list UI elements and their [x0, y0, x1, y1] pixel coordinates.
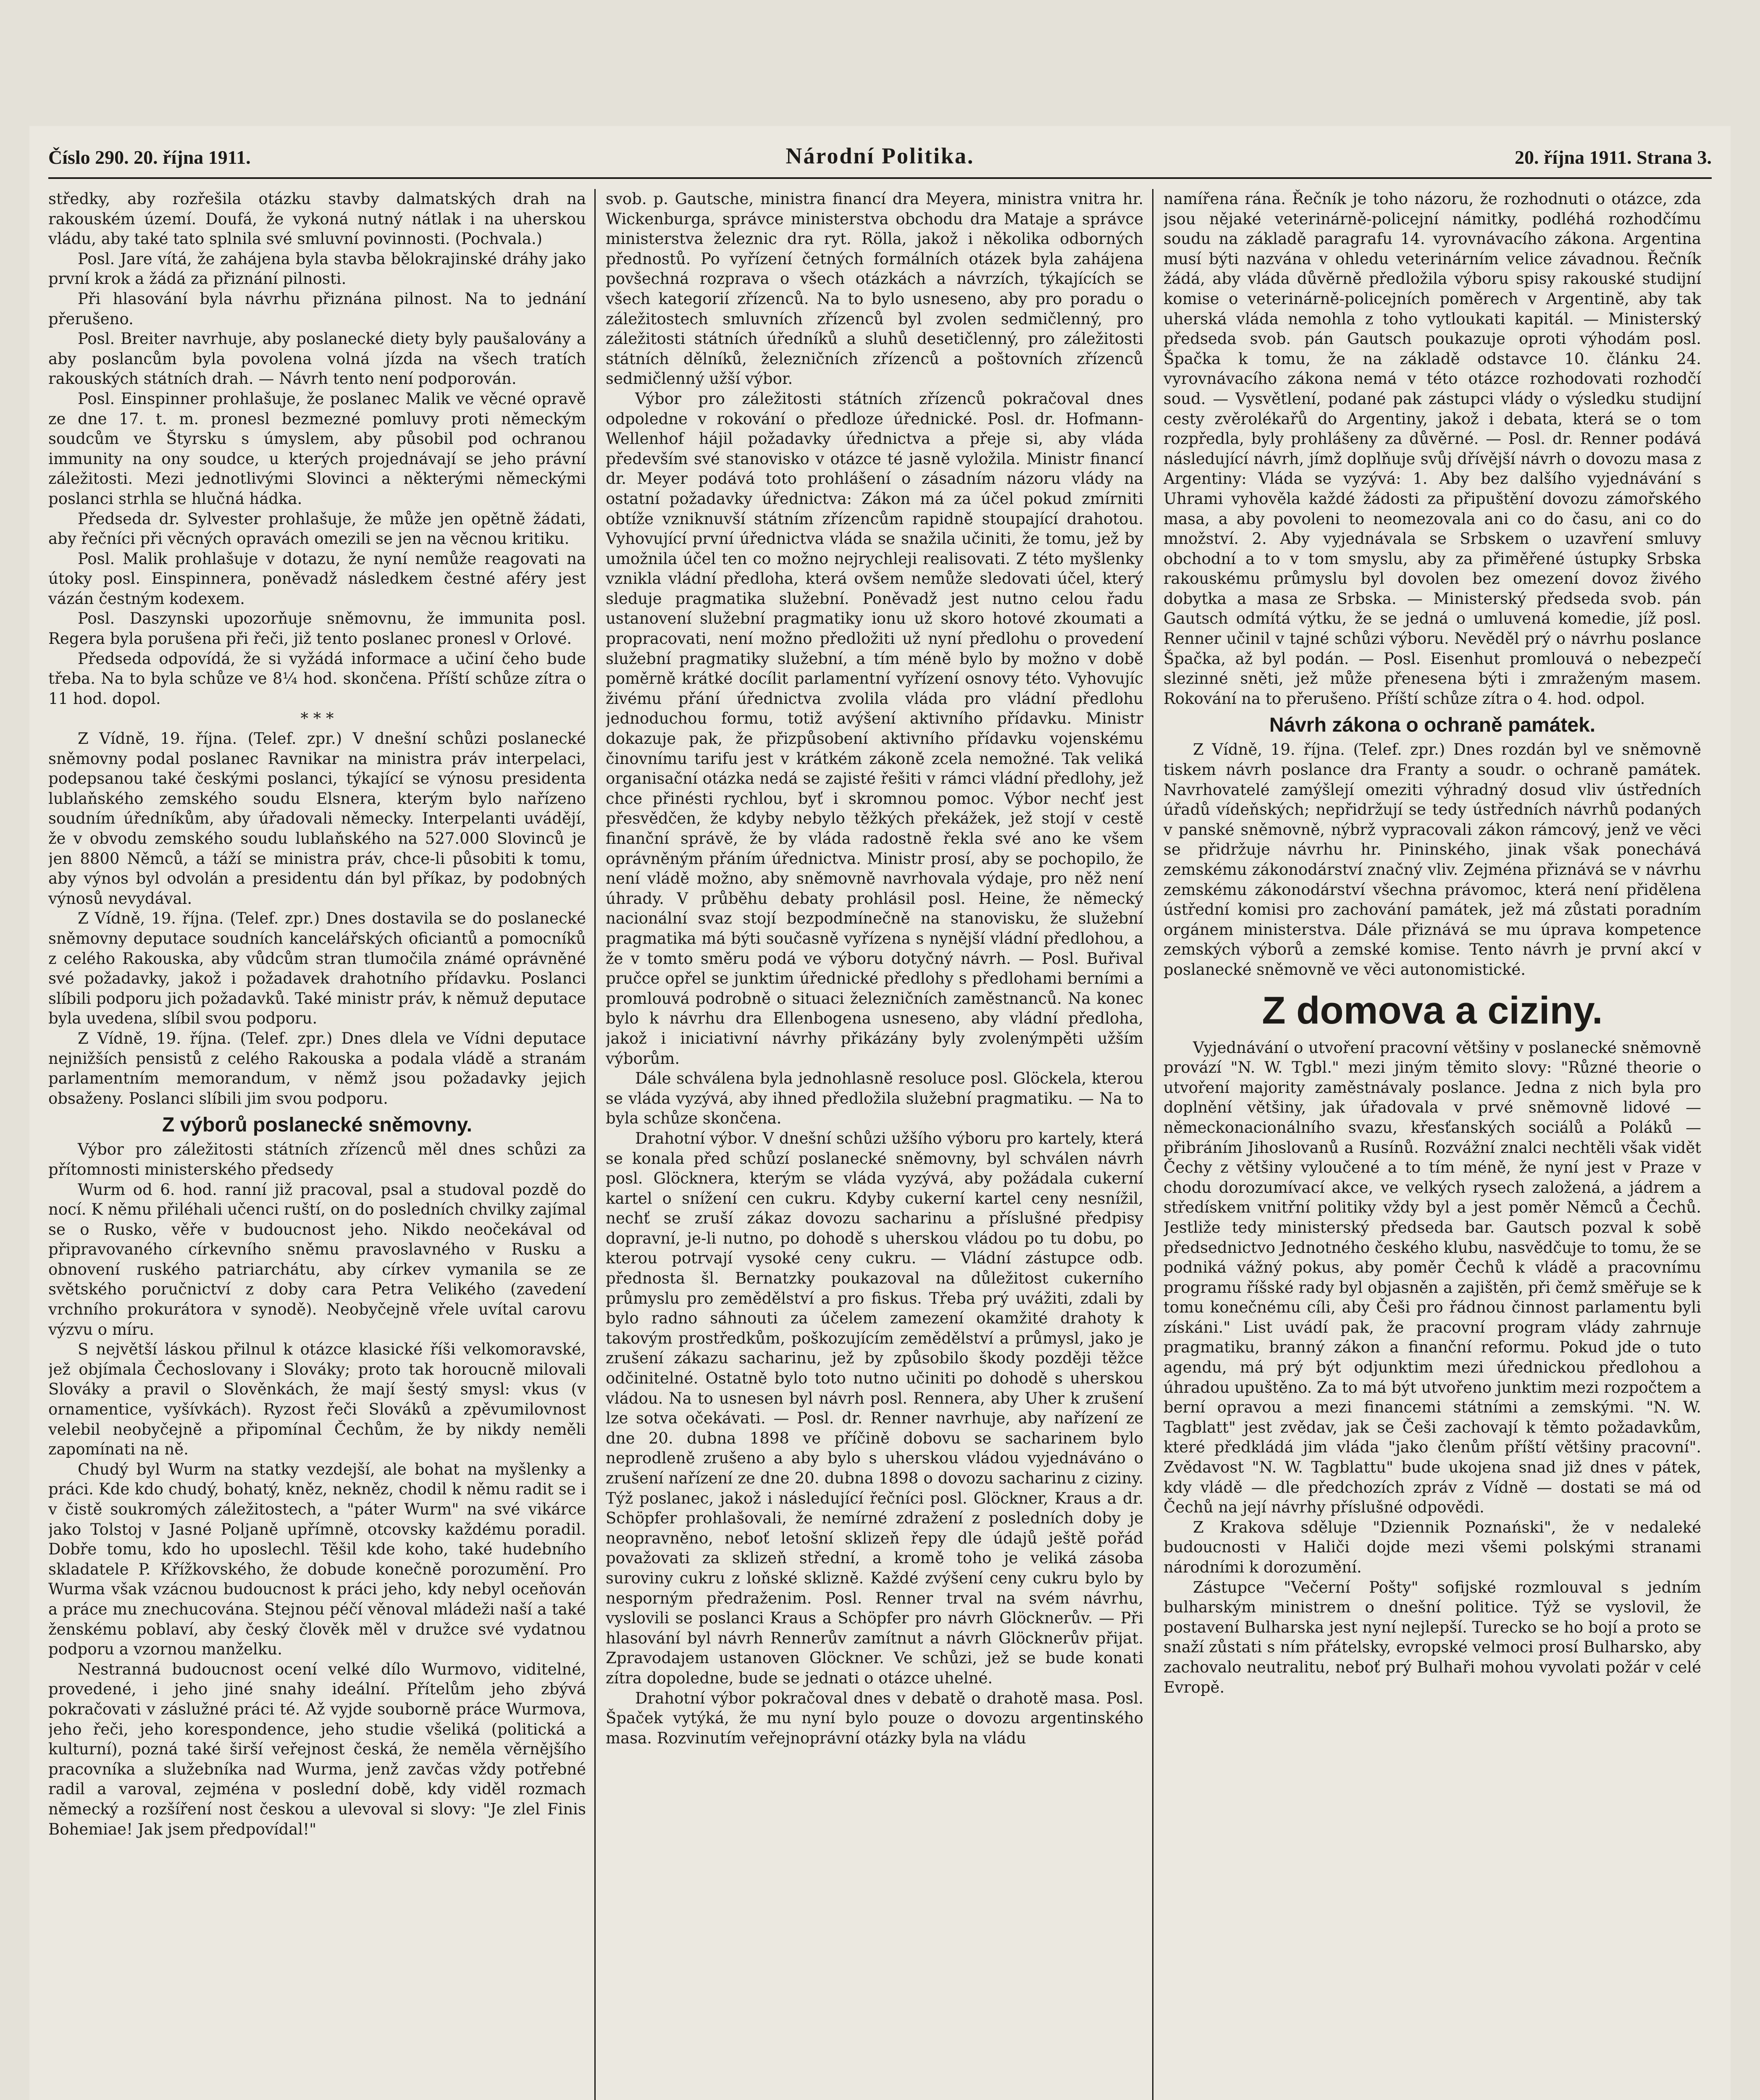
article-paragraph: Posl. Daszynski upozorňuje sněmovnu, že immunita posl. Regera byla porušena při řeči, již tento poslanec pronesl v Orlové.: [48, 609, 586, 648]
article-paragraph: Předseda dr. Sylvester prohlašuje, že může jen opětně žádati, aby řečníci při věcných opravách omezili se jen na věcnou kritiku.: [48, 509, 586, 548]
column-divider: [1152, 189, 1153, 2100]
article-paragraph: svob. p. Gautsche, ministra financí dra Meyera, ministra vnitra hr. Wickenburga, správce ministerstva obchodu dra Mataje a správce ministerstva železnic dra ryt. Rölla, jakož i několika odborných přednostů. Po vyřízení četných formálních otázek byla zahájena povšechná rozprava o všech otázkách a návrzích, týkajících se všech kategorií zřízenců. Na to bylo usneseno, aby pro poradu o záležitostech smluvních zřízenců byl zvolen sedmičlenný, pro záležitosti státních úředníků a sluhů desetičlenný, pro záležitosti státních dělníků, železničních zřízenců a poštovních zřízenců sedmičlenný užší výbor.: [606, 190, 1143, 388]
article-paragraph: Wurm od 6. hod. ranní již pracoval, psal a studoval pozdě do nocí. K němu přiléhali učenci ruští, on do posledních chvilky zajímal se o Rusko, věře v budoucnost jeho. Nikdo neočekával od připravovaného církevního sněmu pravoslavného v Rusku a obnovení ruského patriarchátu, aby církev vymanila se ze světského poručnictví z doby cara Petra Velikého (zavedení vrchního prokurátora v synodě). Neobyčejně vřele uvítal carovu výzvu o míru.: [48, 1180, 586, 1339]
article-paragraph: Výbor pro záležitosti státních zřízenců pokračoval dnes odpoledne v rokování o předloze úřednické. Posl. dr. Hofmann-Wellenhof hájil požadavky úřednictva a přeje si, aby vláda především své stanovisko v otázce té jasně vyložila. Ministr financí dr. Meyer podává toto prohlášení o zásadním názoru vlády na ostatní požadavky úřednictva: Zákon má za účel pokud zmírniti obtíže vzniknuvší státním zřízencům rapidně stoupající drahotou. Vyhovující první úřednictva vláda se snažila učiniti, že tomu, jež by umožnila účel ten co možno nejrychleji realisovati. Z této myšlenky vznikla vládní předloha, která ovšem nemůže sledovati účel, který sleduje pragmatika služební. Poněvadž jest nutno celou řadu ustanovení služební pragmatiky ionu už skoro hotové zkoumati a propracovati, není možno předložiti už nyní předlohu o provedení služební pragmatiky služební, a tím méně bylo by možno v době poměrně krátké docílit parlamentní vyřízení osnovy této. Vyhovujíc živému přání úřednictva zvolila vláda pro vládní předlohu jednoduchou formu, totiž avýšení aktivního přídavku. Ministr dokazuje pak, že přizpůsobení aktivního přídavku vojenskému činovnímu tarifu jest v krátkém zákoně zcela nemožné. Tak veliká organisační otázka nedá se zajisté řešiti v rámci vládní předlohy, jež chce přinésti rychlou, byť i skromnou pomoc. Výbor nechť jest přesvědčen, že kdyby nebylo těžkých překážek, jež stojí v cestě finanční správě, že by vláda radostně řekla své ano ke všem oprávněným přáním úřednictva. Ministr prosí, aby se pochopilo, že není vládě možno, aby sněmovně navrhovala výdaje, pro něž není úhrady. V průběhu debaty prohlásil posl. Heine, že německý nacionální svaz stojí bezpodmínečně na stanovisku, že služební pragmatika má býti současně vyřízena s nynější vládní předlohou, a že v tomto směru podá ve výboru dotyčný návrh. — Posl. Buřival pručce opřel se junktim úřednické předlohy s předlohami berními a promlouvá podrobně o situaci železničních zaměstnanců. Na konec bylo k návrhu dra Ellenbogena usneseno, aby vládní předloha, jakož i iniciativní návrhy přikázány byly zvolenýmpěti užším výborům.: [606, 389, 1143, 1068]
article-paragraph: Při hlasování byla návrhu přiznána pilnost. Na to jednání přerušeno.: [48, 289, 586, 328]
article-paragraph: Vyjednávání o utvoření pracovní většiny v poslanecké sněmovně provází "N. W. Tgbl." mezi jiným těmito slovy: "Různé theorie o utvoření majority zaměstnávaly poslance. Jedna z nich byla pro doplnění většiny, jak úřadovala v prvé sněmovně lidové — německonacionálního svazu, křesťanských sociálů a Poláků — přibráním Jihoslovanů a Rusínů. Rozvážní znalci nechtěli však vidět Čechy z většiny vyloučené a to tím méně, že nyní jest v Praze v chodu dorozumívací akce, ve velkých rysech založená, a jádrem a středískem vnitřní politiky vždy byl a jest poměr Němců a Čechů. Jestliže tedy ministerský předseda bar. Gautsch pozval k sobě předsednictvo Jednotného českého klubu, nasvědčuje to tomu, že se podniká vážný pokus, aby poměr Čechů k vládě a pracovnímu programu říšské rady byl objasněn a zajištěn, při čemž směřuje se k tomu konečnému cíli, aby Češi pro řádnou činnost parlamentu byli získáni." List uvádí pak, že pracovní program vlády zahrnuje pragmatiku, branný zákon a finanční reformu. Pokud jde o tuto agendu, má prý být odjunktim mezi úřednickou předlohou a úhradou upuštěno. Za to má být utvořeno junktim mezi rozpočtem a berní opravou a mezi financemi státními a zemskými. "N. W. Tagblatt" jest zvědav, jak se Češi zachovají k těmto požadavkům, které předkládá jim vláda "jako členům příští většiny pracovní". Zvědavost "N. W. Tagblattu" bude ukojena snad již dnes v pátek, kdy vládě — dle předchozích zpráv z Vídně — dostati se má od Čechů na její návrhy příslušné odpovědi.: [1164, 1038, 1701, 1517]
article-paragraph: Z Krakova sděluje "Dziennik Poznański", že v nedaleké budoucnosti v Haliči dojde mezi všemi polskými stranami národními k dorozumění.: [1164, 1518, 1701, 1576]
article-paragraph: Z Vídně, 19. října. (Telef. zpr.) Dnes dostavila se do poslanecké sněmovny deputace soudních kancelářských oficiantů a pomocníků z celého Rakouska, aby vůdcům stran tlumočila známé oprávněné své požadavky, jakož i požadavek drahotního přídavku. Poslanci slíbili podporu jich požadavků. Také ministr práv, k němuž deputace byla uvedena, slíbil svou podporu.: [48, 909, 586, 1028]
article-paragraph: Nestranná budoucnost ocení velké dílo Wurmovo, viditelné, provedené, i jeho jiné snahy ideální. Přítelům jeho zbývá pokračovati v záslužné práci té. Až vyjde souborně práce Wurmova, jeho řeči, jeho korespondence, jeho studie všeliká (politická a kulturní), pozná také širší veřejnost česká, že neměla věrnějšího pracovníka a služebníka nad Wurma, jenž zavčas vždy potřebné radil a varoval, zejména v poslední době, kdy viděl rozmach německý a rozšíření nost českou a ulevoval si slovy: "Je zlel Finis Bohemiae! Jak jsem předpovídal!": [48, 1660, 586, 1838]
column-divider: [594, 189, 596, 2100]
article-paragraph: Z Vídně, 19. října. (Telef. zpr.) V dnešní schůzi poslanecké sněmovny podal poslanec Ravnikar na ministra práv interpelaci, podepsanou také českými poslanci, týkající se výnosu presidenta lublaňského zemského soudu Elsnera, kterým bylo nařízeno soudním úředníkům, aby úřadovali německy. Interpelanti uvádějí, že v obvodu zemského soudu lublaňského na 527.000 Slovinců je jen 8800 Němců, a táží se ministra práv, chce-li působiti k tomu, aby výnos byl odvolán a presidentu dán byl příkaz, by podobných výnosů nevydával.: [48, 730, 586, 908]
column-3: [1164, 189, 1701, 2100]
column-1: [48, 189, 586, 2100]
section-heading: Z výborů poslanecké sněmovny.: [162, 1114, 473, 1137]
article-paragraph: S největší láskou přilnul k otázce klasické říši velkomoravské, jež objímala Čechoslovany i Slováky; proto tak horoucně milovali Slováky a pravil o Slověnkách, že mají šestý smysl: vkus (v ornamentice, vyšívkách). Ryzost řeči Slováků a zpěvumilovnost velebil neobyčejně a připomínal Čechům, že by nikdy neměli zapomínati na ně.: [48, 1340, 586, 1459]
article-paragraph: Drahotní výbor. V dnešní schůzi užšího výboru pro kartely, která se konala před schůzí poslanecké sněmovny, byl schválen návrh posl. Glöcknera, kterým se vláda vyzývá, aby požádala cukerní kartel o snížení cen cukru. Kdyby cukerní kartel ceny nesnížil, nechť se zruší zákaz dovozu sacharinu a příslušné předpisy dopravní, je-li nutno, po dohodě s uherskou vládou po tu dobu, po kterou potrvají vysoké ceny cukru. — Vládní zástupce odb. přednosta šl. Bernatzky poukazoval na důležitost cukerního průmyslu pro zemědělství a pro fiskus. Třeba prý uvážiti, zdali by bylo radno sáhnouti za účelem zamezení okamžité drahoty k takovým prostředkům, poškozujícím zemědělství a průmysl, jako je zrušení zákazu sacharinu, jež by způsobilo škody později těžce odčinitelné. Ostatně bylo toto nutno učiniti po dohodě s uherskou vládou. Na to usnesen byl návrh posl. Rennera, aby Uher k zrušení lze sotva očekávati. — Posl. dr. Renner navrhuje, aby nařízení ze dne 20. dubna 1898 ve příčině dobovu se sacharinem bylo neprodleně zrušeno a aby bylo s uherskou vládou vyjednáváno o zrušení nařízení ze dne 20. dubna 1898 o dovozu sacharinu z ciziny. Týž poslanec, jakož i následující řečníci posl. Glöckner, Kraus a dr. Schöpfer prohlašovali, že nemírné zdražení z posledních doby je neopravněno, neboť letošní sklizeň řepy dle údajů ještě pořád považovati za sklizeň střední, a kromě toho je veliká zásoba suroviny cukru z loňské sklizně. Každé zvýšení ceny cukru bylo by nesporným předraženim. Posl. Renner trval na svém návrhu, vyslovili se poslanci Kraus a Schöpfer pro návrh Glöcknerův. — Při hlasování byl návrh Rennerův zamítnut a návrh Glöcknerův přijat. Zpravodajem ustanoven Glöckner. Ve schůzi, jež se bude konati zítra dopoledne, bude se jednati o otázce uhelné.: [606, 1129, 1143, 1687]
section-heading: Návrh zákona o ochraně památek.: [1269, 714, 1596, 737]
newspaper-page: [29, 126, 1731, 2100]
section-heading-large: Z domova a ciziny.: [1262, 989, 1603, 1032]
article-paragraph: Výbor pro záležitosti státních zřízenců měl dnes schůzi za přítomnosti ministerského předsedy: [48, 1140, 586, 1179]
article-paragraph: Zástupce "Večerní Pošty" sofijské rozmlouval s jedním bulharským ministrem o dnešní politice. Týž se vyslovil, že postavení Bulharska jest nyní nejlepší. Turecko se ho bojí a proto se snaží zůstati s ním přátelsky, evropské velmoci prosí Bulharsko, aby zachovalo neutralitu, neboť prý Bulhaři mohou vyvolati požár v celé Evropě.: [1164, 1578, 1701, 1696]
article-paragraph: Posl. Jare vítá, že zahájena byla stavba bělokrajinské dráhy jako první krok a žádá za přiznání pilnosti.: [48, 249, 586, 288]
column-2: [606, 189, 1143, 2100]
masthead-title: Národní Politika.: [785, 143, 975, 168]
article-paragraph: Chudý byl Wurm na statky vezdejší, ale bohat na myšlenky a práci. Kde kdo chudý, bohatý, kněz, nekněz, chodil k němu radit se i v čistě soukromých záležitostech, a "páter Wurm" na své vikárce jako Tolstoj v Jasné Poljaně upřímně, otcovsky každému poradil. Dobře tomu, kdo ho uposlechl. Těšil kde koho, také hudebního skladatele P. Křížkovského, že dobude konečně porozumění. Pro Wurma však vzácnou budoucnost k práci jeho, kdy nebyl oceňován a práce mu znechucována. Stejnou péčí věnoval mládeži naší a také ženskému poblaví, aby český člověk měl v družce své vydatnou podporu a vzornou manželku.: [48, 1460, 586, 1659]
article-paragraph: namířena rána. Řečník je toho názoru, že rozhodnuti o otázce, zda jsou nějaké veterinárně-policejní námitky, podléhá rozhodčímu soudu na základě paragrafu 14. vyrovnávacího zákona. Argentina musí býti nazvána v ohledu veterinárním velice závadnou. Řečník žádá, aby vláda důvěrně předložila výboru spisy rakouské studijní komise o veterinárně-policejních poměrech v Argentině, aby tak uherská vláda nemohla z toho vytloukati kapitál. — Ministerský předseda svob. pán Gautsch poukazuje oproti výhodám posl. Špačka k tomu, že na základě odstavce 10. článku 24. vyrovnávacího zákona nemá v této otázce rozhodovati rozhodčí soud. — Vysvětlení, podané pak zástupci vlády o výsledku studijní cesty zvěrolékařů do Argentiny, jakož i debata, která se o tom rozpředla, byly prohlášeny za důvěrné. — Posl. dr. Renner podává následující návrh, jímž doplňuje svůj dřívější návrh o dovozu masa z Argentiny: Vláda se vyzývá: 1. Aby bez dalšího vyjednávání s Uhrami vyhověla každé žádosti za připuštění dovozu zámořského masa, a aby povoleni to neomezovala ani co do času, ani co do množství. 2. Aby vyjednávala se Srbskem o uzavření smluvy obchodní a to v tom smyslu, aby za přiměřené ústupky Srbska rakouskému průmyslu byl dovolen bez omezení dovoz živého dobytka a masa ze Srbska. — Ministerský předseda svob. pán Gautsch odmítá výtku, že se jedná o umluvená komedie, jíž posl. Renner učinil v tajné schůzi výboru. Nevěděl prý o návrhu poslance Špačka, až byl podán. — Posl. Eisenhut promlouvá o nebezpečí slezinné sněti, jež může přenesena býti i zmraženým masem. Rokování na to přerušeno. Příští schůze zítra o 4. hod. odpol.: [1164, 190, 1701, 708]
article-paragraph: Z Vídně, 19. října. (Telef. zpr.) Dnes rozdán byl ve sněmovně tiskem návrh poslance dra Franty a soudr. o ochraně památek. Navrhovatelé zamýšlejí omeziti výhradný dosud vliv ústředních úřadů vídeňských; nepřidržují se tedy ústředních návrhů podaných v panské sněmovně, nýbrž vypracovali zákon rámcový, jenž ve věci se přidržuje návrhu hr. Pininského, jinak však ponechává zemskému zákonodárství značný vliv. Zejména přiznává se v návrhu zemskému zákonodárství všechna právomoc, která není přidělena ústřední komisi pro zachování památek, jež má zůstati poradním orgánem ministerstva. Dále přiznává se mu úprava kompetence zemských výborů a zemské komise. Tento návrh je první akcí v poslanecké sněmovně ve věci autonomistické.: [1164, 740, 1701, 979]
article-paragraph: Z Vídně, 19. října. (Telef. zpr.) Dnes dlela ve Vídni deputace nejnižších pensistů z celého Rakouska a podala vládě a stranám parlamentním memorandum, v němž jsou požadavky jejich obsaženy. Poslanci slíbili jim svou podporu.: [48, 1029, 586, 1108]
header-rule: [48, 177, 1712, 179]
page-number: 20. října 1911. Strana 3.: [1515, 147, 1712, 168]
article-paragraph: Dále schválena byla jednohlasně resoluce posl. Glöckela, kterou se vláda vyzývá, aby ihned předložila služební pragmatiku. — Na to byla schůze skončena.: [606, 1069, 1143, 1128]
section-separator: * * *: [300, 709, 334, 728]
article-paragraph: Předseda odpovídá, že si vyžádá informace a učiní čeho bude třeba. Na to byla schůze ve 8¼ hod. skončena. Příští schůze zítra o 11 hod. dopol.: [48, 649, 586, 708]
issue-date: Číslo 290. 20. října 1911.: [48, 147, 251, 168]
article-paragraph: středky, aby rozřešila otázku stavby dalmatských drah na rakouském území. Doufá, že vykoná nutný nátlak i na uherskou vládu, aby také tato splnila své smluvní povinnosti. (Pochvala.): [48, 190, 586, 248]
article-paragraph: Posl. Breiter navrhuje, aby poslanecké diety byly paušalovány a aby poslancům byla povolena volná jízda na všech tratích rakouských státních drah. — Návrh tento není podporován.: [48, 330, 586, 388]
article-paragraph: Posl. Einspinner prohlašuje, že poslanec Malik ve věcné opravě ze dne 17. t. m. pronesl bezmezné pomluvy proti německým soudcům ve Štyrsku s úmyslem, aby působil pod ochranou immunity na ony soudce, u kterých projednávají se jeho právní záležitosti. Mezi jednotlivými Slovinci a některými německými poslanci strhla se hlučná hádka.: [48, 389, 586, 508]
article-paragraph: Drahotní výbor pokračoval dnes v debatě o drahotě masa. Posl. Špaček vytýká, že mu nyní bylo pouze o dovozu argentinského masa. Rozvinutím veřejnoprávní otázky byla na vládu: [606, 1689, 1143, 1747]
page-header: [48, 143, 1712, 176]
article-paragraph: Posl. Malik prohlašuje v dotazu, že nyní nemůže reagovati na útoky posl. Einspinnera, poněvadž následkem čestné aféry jest vázán čestným kodexem.: [48, 549, 586, 608]
